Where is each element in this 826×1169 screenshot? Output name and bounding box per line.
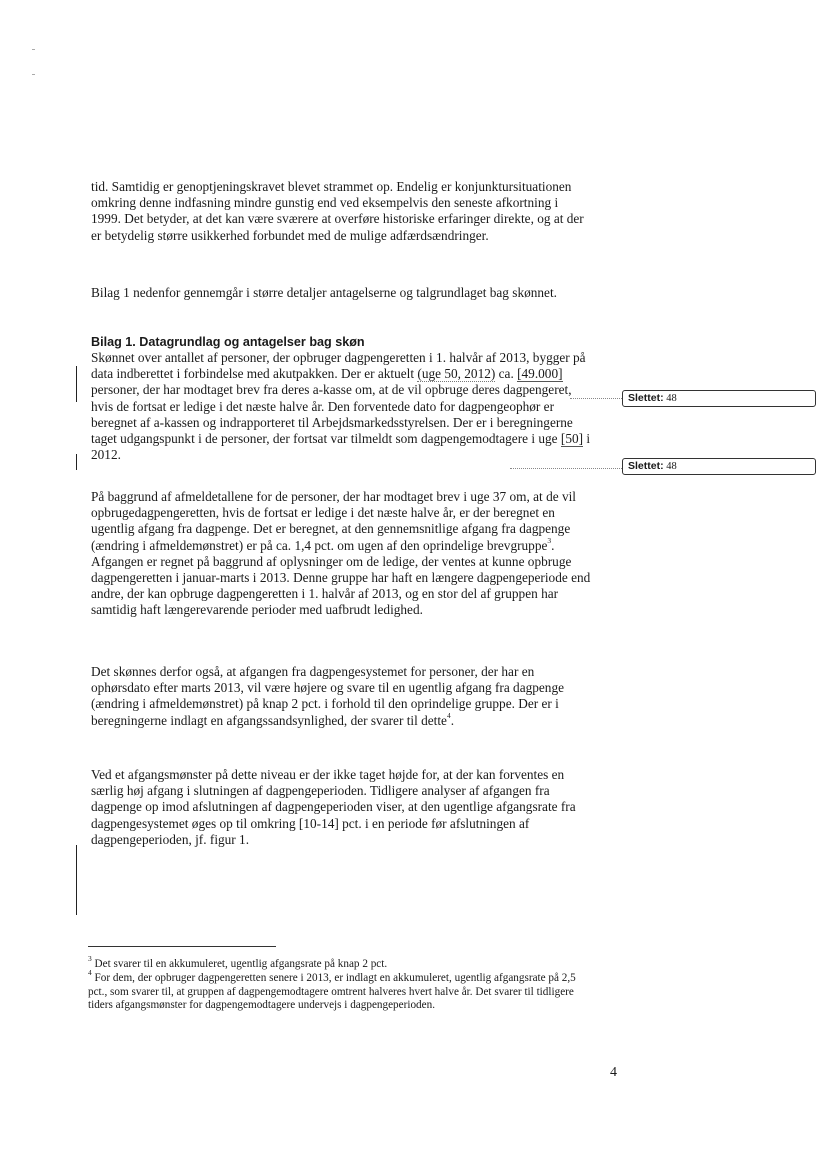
revision-comment-deleted[interactable]: Slettet: 48 — [622, 458, 816, 475]
paragraph-intro: tid. Samtidig er genoptjeningskravet blevet strammet op. Endelig er konjunktursituationen omkring denne indfasning mindre gunstig end ved eksempelvis den seneste afkortning i 1999. Det betyder, at det kan være sværere at overføre historiske erfaringer direkte, og at der er betydelig større usikkerhed forbundet med de mulige adfærdsændringer. — [91, 179, 584, 243]
tracked-change-week[interactable]: (uge 50, 2012) — [417, 366, 496, 382]
page-number: 4 — [610, 1065, 617, 1080]
paragraph-afgang: På baggrund af afmeldetallene for de personer, der har modtaget brev i uge 37 om, at de vil opbrugedagpengeretten, hvis de fortsat er ledige i det næste halve år, er der beregnet en ugentlig afgang fra dagpenge. Det er beregnet, at den gennemsnitlige afgang fra dagpenge (ændring i afmeldemønstret) er på ca. 1,4 pct. om ugen af den oprindelige brevgruppe$^3$. Afgangen er regnet på baggrund af oplysninger om de ledige, der ventes at kunne opbruge dagpengeretten i januar-marts i 2013. Denne gruppe har haft en længere dagpengeperiode end andre, der kan opbruge dagpengeretten i 1. halvår af 2013, og en stor del af gruppen har samtidig haft længerevarende perioder med uafbrudt ledighed. — [91, 489, 591, 618]
footnote-ref-3[interactable]: 3 — [547, 536, 552, 546]
paragraph-estimate: Skønnet over antallet af personer, der opbruger dagpengeretten i 1. halvår af 2013, bygger på data indberettet i forbindelse med akutpakken. Der er aktuelt (uge 50, 2012) ca. [49.000] personer, der har modtaget brev fra deres a-kasse om, at de vil opbruge deres dagpengeret, hvis de fortsat er ledige i det næste halve år. Den forventede dato for dagpengeophør er beregnet af a-kassen og indrapporteret til Arbejdsmarkedsstyrelsen. Der er i beregningerne taget udgangspunkt i de personer, der fortsat var tilmeldt som dagpengemodtagere i uge [50] i 2012. — [91, 350, 591, 463]
paragraph-bilag-ref: Bilag 1 nedenfor gennemgår i større detaljer antagelserne og talgrundlaget bag skønnet. — [91, 285, 557, 300]
change-bar — [76, 454, 77, 470]
scan-mark — [32, 49, 35, 50]
footnote-4: $^4$ For dem, der opbruger dagpengeretten senere i 2013, er indlagt en akkumuleret, ugentlig afgangsrate på 2,5 pct., som svarer til, at gruppen af dagpengemodtagere omtrent halveres hvert halve år. Det svarer til tidligere tiders afgangsmønster for dagpengemodtagere undervejs i dagpengeperioden. — [88, 968, 576, 1012]
footnote-3: $^3$ Det svarer til en akkumuleret, ugentlig afgangsrate på knap 2 pct. — [88, 954, 388, 970]
bracketed-week[interactable]: [50] — [560, 431, 584, 447]
footnote-separator — [88, 946, 276, 947]
bracketed-number[interactable]: [49.000] — [517, 366, 563, 382]
comment-connector — [570, 398, 622, 399]
paragraph-skoen: Det skønnes derfor også, at afgangen fra dagpengesystemet for personer, der har en ophørsdato efter marts 2013, vil være højere og svare til en ugentlig afgang fra dagpenge (ændring i afmeldemønstret) på knap 2 pct. i forhold til den oprindelige gruppe. Der er i beregningerne indlagt en afgangssandsynlighed, der svarer til dette$^4$. — [91, 664, 564, 728]
footnote-ref-4[interactable]: 4 — [446, 711, 451, 721]
change-bar — [76, 845, 77, 915]
change-bar — [76, 366, 77, 402]
scan-mark — [32, 74, 35, 75]
paragraph-moenster: Ved et afgangsmønster på dette niveau er der ikke taget højde for, at der kan forventes en særlig høj afgang i slutningen af dagpengeperioden. Tidligere analyser af afgangen fra dagpenge op imod afslutningen af dagpengeperioden viser, at den ugentlige afgangsrate fra dagpengesystemet øges op til omkring [10-14] pct. i en periode før afslutningen af dagpengeperioden, jf. figur 1. — [91, 767, 576, 847]
revision-comment-deleted[interactable]: Slettet: 48 — [622, 390, 816, 407]
comment-connector — [510, 468, 622, 469]
section-heading: Bilag 1. Datagrundlag og antagelser bag skøn — [91, 335, 365, 349]
